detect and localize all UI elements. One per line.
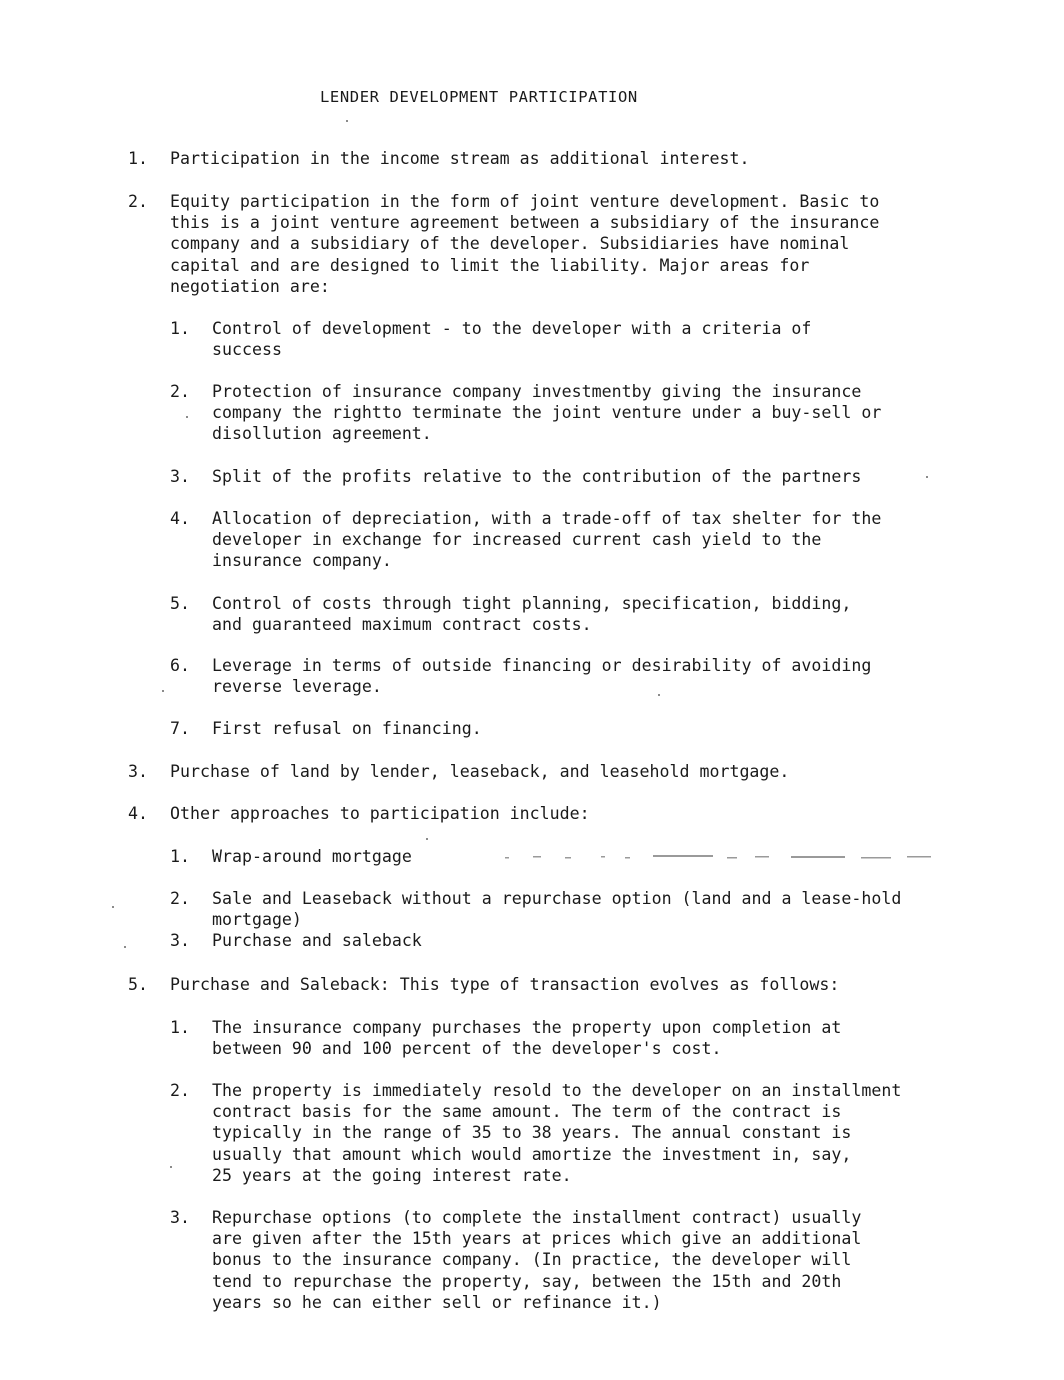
item-number: 3.: [170, 1208, 190, 1227]
item-number: 3.: [128, 762, 148, 781]
scan-speck: [112, 906, 114, 908]
item-text: Split of the profits relative to the contribution of the partners: [212, 467, 862, 486]
scan-speck: [170, 1166, 172, 1168]
item-number: 1.: [128, 149, 148, 168]
item-number: 5.: [170, 594, 190, 613]
item-text: Control of development - to the developer with a criteria of success: [212, 319, 812, 360]
item-text: Leverage in terms of outside financing or desirability of avoiding reverse leverage.: [212, 656, 872, 697]
item-text: Repurchase options (to complete the installment contract) usually are given after the 15th years at prices which give an additional bonus to the insurance company. (In practice, the developer will tend to repurchase the property, say, between the 15th and 20th years so he can either sell or refinance it.): [212, 1208, 862, 1312]
item-text: Sale and Leaseback without a repurchase option (land and a lease-hold mortgage): [212, 889, 902, 930]
scan-artifact: [505, 850, 945, 864]
item-text: The property is immediately resold to the developer on an installment contract basis for the same amount. The term of the contract is typically in the range of 35 to 38 years. The annual constant is usually that amount which would amortize the investment in, say, 25 years at the going interest rate.: [212, 1081, 902, 1185]
item-number: 2.: [170, 382, 190, 401]
item-number: 4.: [128, 804, 148, 823]
item-number: 1.: [170, 847, 190, 866]
scan-speck: [124, 946, 126, 948]
item-number: 1.: [170, 319, 190, 338]
scan-speck: [926, 476, 928, 478]
item-number: 6.: [170, 656, 190, 675]
item-text: Purchase and Saleback: This type of transaction evolves as follows:: [170, 975, 840, 994]
item-text: Allocation of depreciation, with a trade-off of tax shelter for the developer in exchange for increased current cash yield to the insurance company.: [212, 509, 882, 571]
item-text: The insurance company purchases the property upon completion at between 90 and 100 percent of the developer's cost.: [212, 1018, 842, 1059]
item-text: Equity participation in the form of joint venture development. Basic to this is a joint venture agreement between a subsidiary of the insurance company and a subsidiary of the developer. Subsidiaries have nominal capital and are designed to limit the liability. Major areas for negotiation are:: [170, 192, 880, 296]
page-title: LENDER DEVELOPMENT PARTICIPATION: [320, 88, 638, 106]
scan-speck: [658, 694, 660, 696]
item-text: Control of costs through tight planning, specification, bidding, and guaranteed maximum contract costs.: [212, 594, 852, 635]
item-text: First refusal on financing.: [212, 719, 482, 738]
item-number: 7.: [170, 719, 190, 738]
item-number: 3.: [170, 467, 190, 486]
scan-speck: [426, 838, 428, 840]
scan-speck: [346, 120, 348, 122]
item-text: Wrap-around mortgage: [212, 847, 412, 866]
item-text: Protection of insurance company investmentby giving the insurance company the rightto terminate the joint venture under a buy-sell or disollution agreement.: [212, 382, 882, 444]
item-number: 5.: [128, 975, 148, 994]
item-text: Purchase and saleback: [212, 931, 422, 950]
scan-speck: [186, 416, 188, 418]
item-text: Participation in the income stream as additional interest.: [170, 149, 750, 168]
item-number: 3.: [170, 931, 190, 950]
item-number: 4.: [170, 509, 190, 528]
item-number: 2.: [128, 192, 148, 211]
item-text: Purchase of land by lender, leaseback, and leasehold mortgage.: [170, 762, 790, 781]
item-number: 2.: [170, 1081, 190, 1100]
scan-speck: [162, 690, 164, 692]
item-text: Other approaches to participation include:: [170, 804, 590, 823]
item-number: 2.: [170, 889, 190, 908]
item-number: 1.: [170, 1018, 190, 1037]
